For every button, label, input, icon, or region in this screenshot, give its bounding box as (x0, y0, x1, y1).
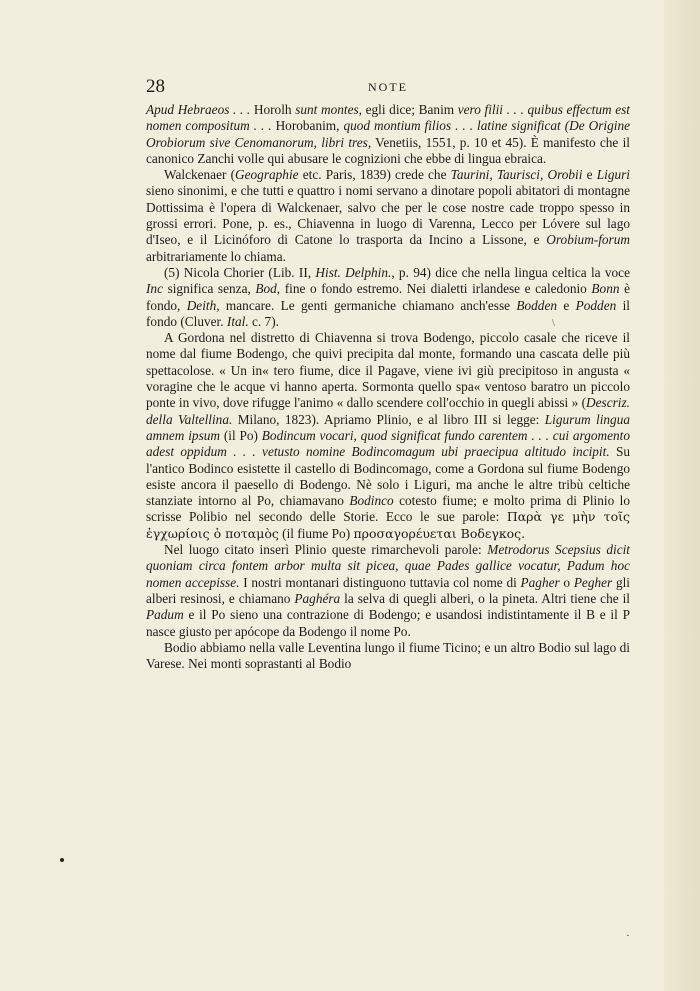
text-run: arbitrariamente lo chiama. (146, 248, 286, 264)
text-run: Bodio abbiamo nella valle Leventina lungo il fiume Ticino; e un altro Bodio sul lago di Varese. Nei monti soprastanti al Bodio (146, 639, 630, 672)
text-run: Walckenaer ( (164, 167, 236, 183)
italic-run: Liguri (596, 167, 630, 183)
italic-run: Inc (146, 281, 163, 297)
margin-tick-mark: \ (552, 318, 555, 329)
text-run: egli dice; Banim (361, 102, 458, 117)
text-run: mancare. Le genti germaniche chiamano anch'esse (219, 297, 517, 313)
text-run: , p. 94) dice che nella lingua celtica la voce (391, 264, 630, 280)
margin-tick-mark: ˯ (626, 925, 630, 937)
italic-run: Bodden (516, 297, 557, 313)
running-head: NOTE (368, 80, 408, 94)
italic-run: Ligurum lingua amnem ipsum (146, 411, 630, 443)
text-run: (il fiume Po) (278, 525, 354, 541)
text-run: o (559, 574, 574, 590)
text-run: A Gordona nel distretto di Chiavenna si trova Bodengo, piccolo casale che riceve il nome dal fiume Bodengo, che quivi precipita dal monte, formando una cascata delle più spettacolose. « Un in« tero fiume, dice il Pagave, viene ivi giù precipitoso in angusta « voragine che le acque vi hanno aperta. Sormonta quello spa« ventoso baratro un piccolo ponte in vivo, dove rifugge l'animo « dallo scendere coll'occhio in quegli abissi » ( (146, 330, 630, 411)
text-run: è fondo, (146, 281, 630, 313)
paragraph (146, 102, 630, 167)
paragraph (146, 542, 630, 640)
paragraph (146, 640, 630, 673)
italic-run: Metrodorus Scepsius dicit quoniam circa fontem arbor multa sit picea, quae Pades gallice vocatur, Padum hoc nomen accepisse. (146, 542, 630, 590)
italic-run: Pagher (520, 574, 560, 590)
italic-run: Ital. (226, 313, 249, 329)
italic-run: Descriz. della Valtellina. (146, 395, 630, 427)
text-run: e il Po sieno una contrazione di Bodengo; e usandosi indistintamente il B e il P nasce giusto per apócope da Bodengo il nome Po. (146, 607, 630, 639)
italic-run: Taurini, Taurisci, Orobii (450, 167, 583, 183)
text-run: Horolh (250, 102, 296, 117)
text-run: sieno sinonimi, e che tutti e quattro i nomi servano a dinotare popoli abitatori di montagne Dottissima è l'opera di Walckenaer, salvo che per le cose nostre cade troppo spesso in grossi errori. Pone, p. es., Chiavenna in luogo di Varenna, Lecco per Lóvere sul lago d'Iseo, e il Licinóforo di Catone lo trasporta da Incino a Lissone, e (146, 183, 630, 248)
text-run: gli alberi resinosi, e chiamano (146, 574, 630, 606)
italic-run: Orobium-forum (546, 232, 630, 248)
italic-run: Bod (255, 281, 277, 297)
page-header (146, 76, 630, 100)
page-number: 28 (146, 76, 165, 97)
text-run: la selva di quegli alberi, o la pineta. Altri tiene che il (340, 590, 630, 606)
text-run: Venetiis, 1551, p. 10 et 45). È manifesto che il canonico Zanchi volle qui abusare le cognizioni che ebbe di lingua ebraica. (146, 134, 630, 166)
text-run: προσαγορέυεται Βοδεγκος. (353, 525, 526, 541)
italic-run: Apud Hebraeos . . . (146, 102, 251, 117)
italic-run: Podden (575, 297, 617, 313)
text-run: I nostri montanari distinguono tuttavia col nome di (239, 574, 521, 590)
paragraph (146, 265, 630, 330)
italic-run: vero filii . . . quibus effectum est nomen compositum . . . (146, 102, 630, 134)
text-run: (il Po) (220, 427, 262, 443)
ink-dot-mark (60, 858, 64, 862)
text-run: , fine o fondo estremo. Nei dialetti irlandese e caledonio (276, 281, 592, 297)
text-run: cotesto fiume; e molto prima di Plinio lo scrisse Polibio nel secondo delle Storie. Ecco le sue parole: (146, 493, 631, 525)
italic-run: Bodincum vocari, quod significat fundo carentem . . . cui argomento adest oppidum . . . vetusto nomine Bodincomagum ubi praecipua altitudo incipit. (146, 427, 630, 460)
text-run: etc. Paris, 1839) crede che (298, 167, 451, 183)
paragraph (146, 330, 630, 542)
italic-run: Hist. Delphin. (315, 264, 392, 280)
text-run: c. 7). (248, 313, 279, 329)
italic-run: Deith, (186, 297, 220, 313)
text-run: (5) Nicola Chorier (Lib. II, (164, 264, 316, 280)
page-edge-shadow (664, 0, 700, 991)
text-run: e (582, 167, 597, 183)
text-run: Horobanim, (271, 118, 344, 134)
italic-run: quod montium filios . . . latine significat (De Origine Orobiorum sive Cenomanorum, libri tres, (146, 118, 630, 150)
text-run: significa senza, (162, 281, 256, 297)
book-page (146, 76, 630, 672)
text-run: Nel luogo citato inserì Plinio queste rimarchevoli parole: (164, 542, 488, 558)
italic-run: sunt montes, (295, 102, 362, 117)
text-run: Milano, 1823). Apriamo Plinio, e al libro III si legge: (232, 411, 545, 427)
text-run: il fondo (Cluver. (146, 297, 630, 329)
paragraph (146, 167, 630, 265)
text-run: Παρὰ γε μὴν τοῖς ἐγχωρίοις ὁ ποταμὸς (146, 509, 631, 541)
text-run: Su l'antico Bodinco esistette il castello di Bodincomago, come a Gordona sul fiume Bodengo esiste ancora il paesello di Bodengo. Nè solo i Liguri, ma anche le altre tribù celtiche stanziate intorno al Po, chiamavano (146, 444, 630, 509)
italic-run: Padum (146, 607, 184, 623)
italic-run: Bonn (591, 281, 620, 297)
body-text (146, 102, 630, 672)
italic-run: Pegher (573, 574, 613, 590)
italic-run: Geographie (235, 167, 299, 183)
italic-run: Paghéra (294, 590, 341, 606)
text-run: e (557, 297, 576, 313)
italic-run: Bodinco (349, 493, 394, 509)
